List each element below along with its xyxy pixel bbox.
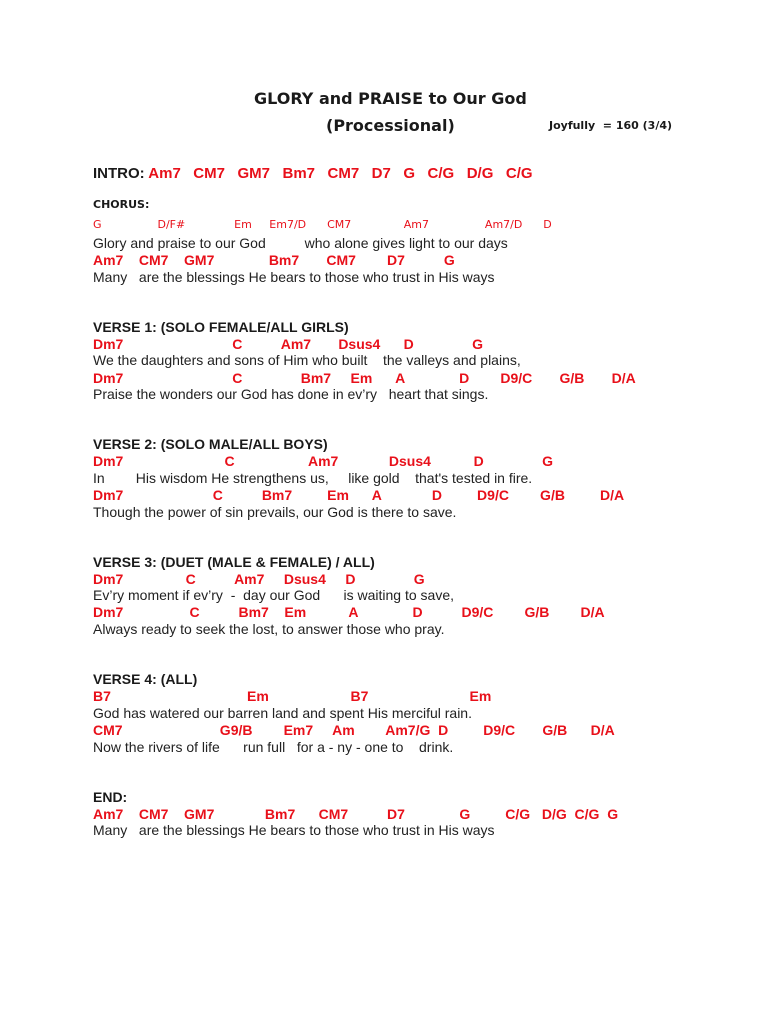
end-lyrics: Many are the blessings He bears to those who trust in His ways	[93, 822, 495, 838]
verse-2-lyrics-1: In His wisdom He strengthens us, like gold that's tested in fire.	[93, 470, 533, 486]
verse-1-heading: VERSE 1: (SOLO FEMALE/ALL GIRLS)	[93, 319, 349, 335]
end-heading: END:	[93, 789, 128, 805]
verse-3-heading: VERSE 3: (DUET (MALE & FEMALE) / ALL)	[93, 554, 375, 570]
chorus-heading: CHORUS:	[93, 198, 150, 211]
verse-1-lyrics-1: We the daughters and sons of Him who built the valleys and plains,	[93, 352, 521, 368]
chorus-lyrics-2: Many are the blessings He bears to those who trust in His ways	[93, 269, 495, 285]
verse-4-lyrics-1: God has watered our barren land and spent His merciful rain.	[93, 705, 472, 721]
verse-1-chords-2: Dm7 C Bm7 Em A D D9/C G/B D/A	[93, 370, 636, 386]
verse-2-chords-1: Dm7 C Am7 Dsus4 D G	[93, 453, 554, 469]
end-chords: Am7 CM7 GM7 Bm7 CM7 D7 G C/G D/G C/G G	[93, 806, 619, 822]
verse-4-lyrics-2: Now the rivers of life run full for a - ny - one to drink.	[93, 739, 454, 755]
verse-4-heading: VERSE 4: (ALL)	[93, 671, 198, 687]
verse-4-chords-1: B7 Em B7 Em	[93, 688, 492, 704]
intro-chords: Am7 CM7 GM7 Bm7 CM7 D7 G C/G D/G C/G	[148, 165, 533, 182]
chorus-chords-1: G D/F# Em Em7/D CM7 Am7 Am7/D D	[93, 218, 552, 231]
tempo-marking: Joyfully = 160 (3/4)	[549, 119, 673, 132]
verse-3-chords-1: Dm7 C Am7 Dsus4 D G	[93, 571, 425, 587]
song-subtitle: (Processional)	[326, 116, 455, 135]
intro-line	[93, 165, 533, 182]
verse-3-lyrics-2: Always ready to seek the lost, to answer those who pray.	[93, 621, 445, 637]
verse-2-chords-2: Dm7 C Bm7 Em A D D9/C G/B D/A	[93, 487, 625, 503]
verse-3-chords-2: Dm7 C Bm7 Em A D D9/C G/B D/A	[93, 604, 605, 620]
verse-1-chords-1: Dm7 C Am7 Dsus4 D G	[93, 336, 484, 352]
verse-2-heading: VERSE 2: (SOLO MALE/ALL BOYS)	[93, 436, 328, 452]
chorus-chords-2: Am7 CM7 GM7 Bm7 CM7 D7 G	[93, 252, 455, 268]
verse-4-chords-2: CM7 G9/B Em7 Am Am7/G D D9/C G/B D/A	[93, 722, 615, 738]
intro-label: INTRO:	[93, 165, 145, 182]
verse-1-lyrics-2: Praise the wonders our God has done in ev’ry heart that sings.	[93, 386, 489, 402]
verse-3-lyrics-1: Ev’ry moment if ev’ry - day our God is waiting to save,	[93, 587, 455, 603]
verse-2-lyrics-2: Though the power of sin prevails, our God is there to save.	[93, 504, 457, 520]
song-title: GLORY and PRAISE to Our God	[254, 89, 527, 108]
chorus-lyrics-1: Glory and praise to our God who alone gives light to our days	[93, 235, 508, 251]
